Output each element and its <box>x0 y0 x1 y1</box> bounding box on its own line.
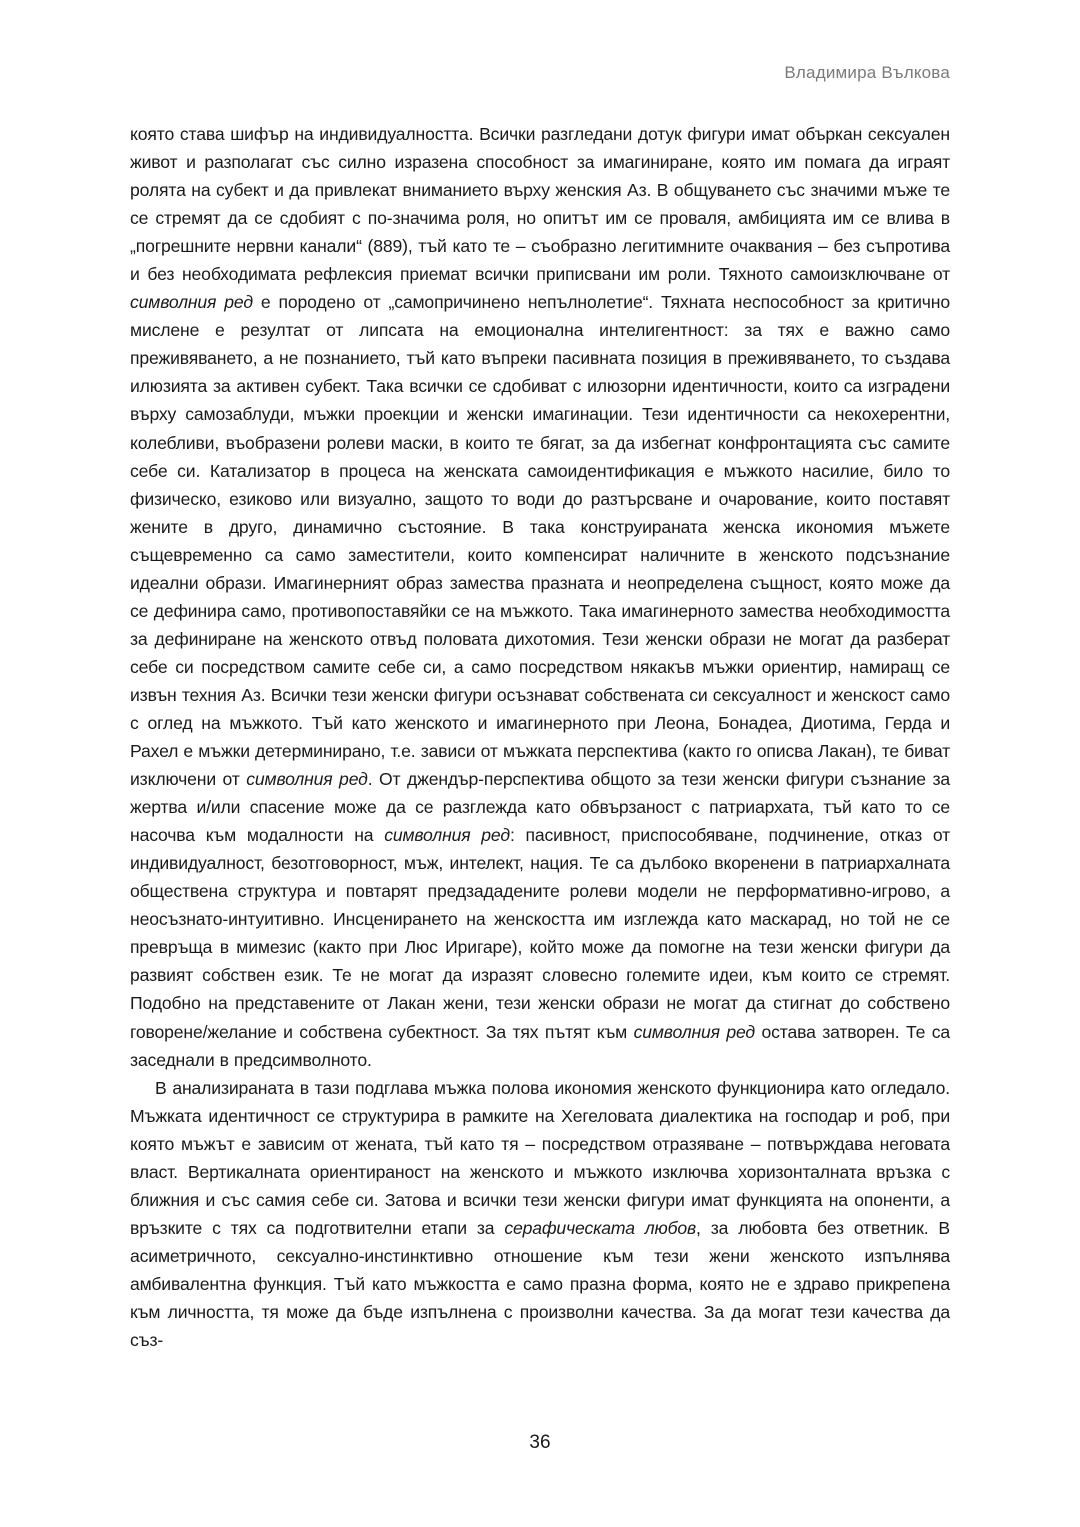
page-number: 36 <box>529 1432 551 1453</box>
text-run: В анализираната в тази подглава мъжка полова икономия женското функционира като огледало. Мъжката идентичност се структурира в рамките на Хегеловата диалектика на господар и роб, при която мъжът е зависим от жената, тъй като тя – посредством отразяване – потвърждава неговата власт. Вертикалната ориентираност на женското и мъжкото изключва хоризонталната връзка с ближния и със самия себе си. Затова и всички тези женски фигури имат функцията на опоненти, а връзките с тях са подготвителни етапи за <box>130 1077 950 1238</box>
text-run: : пасивност, приспособяване, подчинение, отказ от индивидуалност, безотговорност, мъж, интелект, нация. Те са дълбоко вкоренени в патриархалната обществена структура и повтарят предзададените ролеви модели не перформативно-игрово, а неосъзнато-интуитивно. Инсценирането на женскостта им изглежда като маскарад, но той не се превръща в мимезис (както при Люс Иригаре), който може да помогне на тези женски фигури да развият собствен език. Те не могат да изразят словесно големите идеи, към които се стремят. Подобно на представените от Лакан жени, тези женски образи не могат да стигнат до собствено говорене/желание и собствена субектност. За тях пътят към <box>130 825 950 1042</box>
text-run: е породено от „самопричинено непълнолетие“. Тяхната неспособност за критично мислене е резултат от липсата на емоционална интелигентност: за тях е важно само преживяването, а не познанието, тъй като въпреки пасивната позиция в преживяването, то създава илюзията за активен субект. Така всички се сдобиват с илюзорни идентичности, които са изградени върху самозаблуди, мъжки проекции и женски имагинации. Тези идентичности са некохерентни, колебливи, въобразени ролеви маски, в които те бягат, за да избегнат конфронтацията със самите себе си. Катализатор в процеса на женската самоидентификация е мъжкото насилие, било то физическо, езиково или визуално, защото то води до разтърсване и очарование, които поставят жените в друго, динамично състояние. В така конструираната женска икономия мъжете същевременно са само заместители, които компенсират наличните в женското подсъзнание идеални образи. Имагинерният образ замества празната и неопределена същност, която може да се дефинира само, противопоставяйки се на мъжкото. Така имагинерното замества необходимостта за дефиниране на женското отвъд половата дихотомия. Тези женски образи не могат да разберат себе си посредством самите себе си, а само посредством някакъв мъжки ориентир, намиращ се извън техния Аз. Всички тези женски фигури осъзнават собствената си сексуалност и женскост само с оглед на мъжкото. Тъй като женското и имагинерното при Леона, Бонадеа, Диотима, Герда и Рахел е мъжки детерминирано, т.е. зависи от мъжката перспектива (както го описва Лакан), те биват изключени от <box>130 292 950 790</box>
text-run: . От джендър-перспектива общото за тези женски фигури съзнание за жертва и/или спасение може да се разглежда като обвързаност с патриархата, тъй като то се насочва към модалности на <box>130 769 950 846</box>
italic-term: символния ред <box>633 1021 756 1042</box>
italic-term: символния ред <box>130 292 253 313</box>
body-text <box>130 120 950 1354</box>
italic-term: символния ред <box>384 825 510 846</box>
italic-term: символния ред <box>246 769 368 790</box>
paragraph-2 <box>130 1074 950 1354</box>
paragraph-1 <box>130 120 950 1074</box>
text-run: която става шифър на индивидуалността. Всички разгледани дотук фигури имат объркан сексуален живот и разполагат със силно изразена способност за имагиниране, която им помага да играят ролята на субект и да привлекат вниманието върху женския Аз. В общуването със значими мъже те се стремят да се сдобият с по-значима роля, но опитът им се проваля, амбицията им се влива в „погрешните нервни канали“ (889), тъй като те – съобразно легитимните очаквания – без съпротива и без необходимата рефлексия приемат всички приписвани им роли. Тяхното самоизключване от <box>130 124 950 285</box>
text-run: , за любовта без ответник. В асиметричното, сексуално-инстинктивно отношение към тези жени женското изпълнява амбивалентна функция. Тъй като мъжкостта е само празна форма, която не е здраво прикрепена към личността, тя може да бъде изпълнена с произволни качества. За да могат тези качества да съз- <box>130 1217 950 1351</box>
text-run: остава затворен. Те са заседнали в предсимволното. <box>130 1021 950 1070</box>
running-header-author: Владимира Вълкова <box>784 63 950 82</box>
italic-term: серафическата любов <box>504 1217 697 1238</box>
